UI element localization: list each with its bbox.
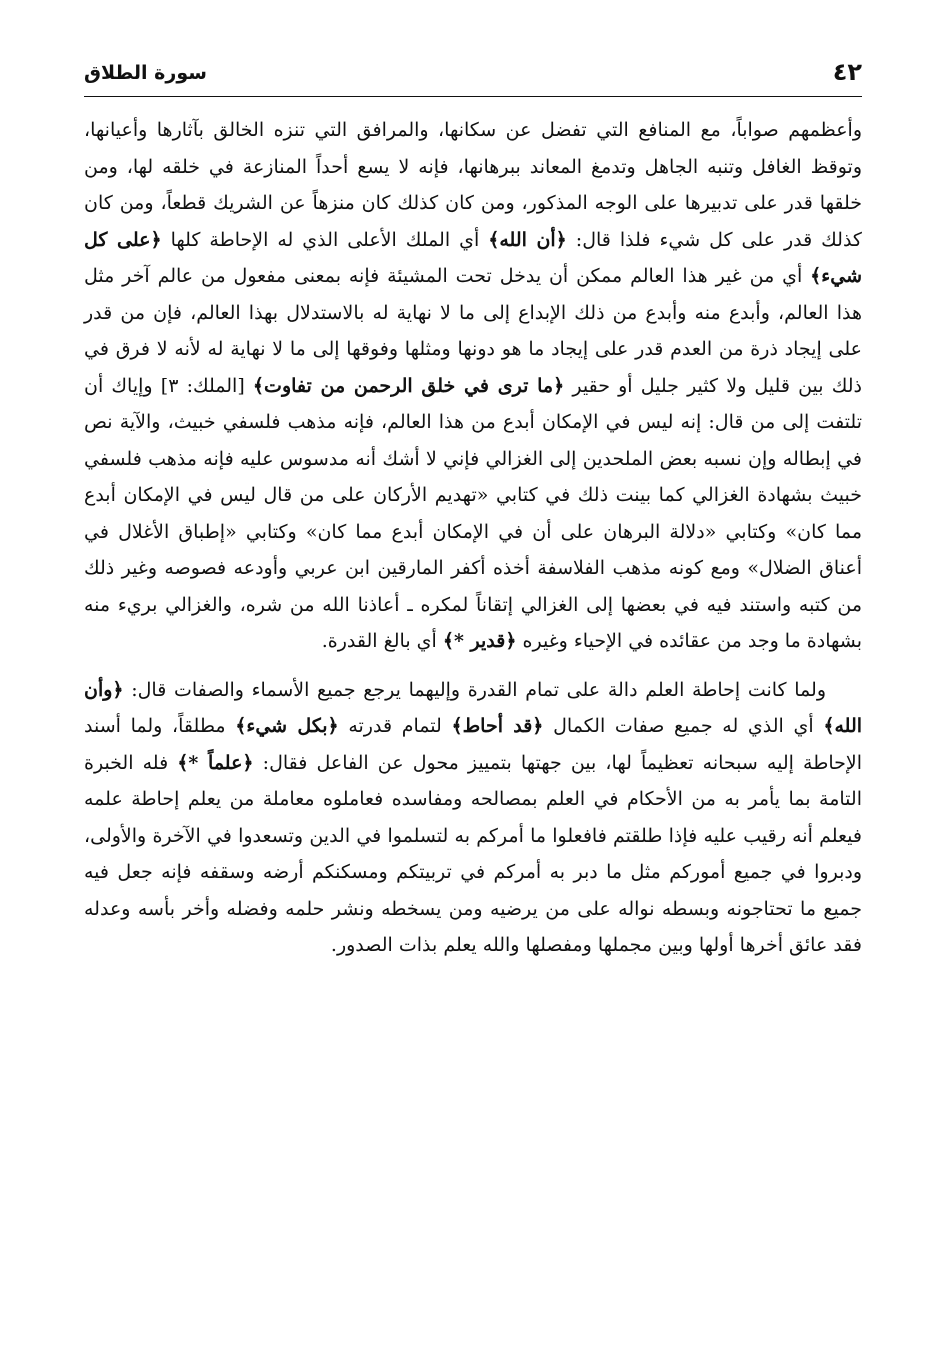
text-run: أي الذي له جميع صفات الكمال bbox=[543, 715, 824, 737]
running-header bbox=[84, 56, 862, 96]
text-run: فله الخبرة التامة بما يأمر به من الأحكام في العلم بمصالحه ومفاسده فعاملوه معاملة من يعلم إحاطة علمه فيعلم أنه رقيب عليه فإذا طلقتم فافعلوا ما أمركم به لتسلموا في الدين وتسعدوا في الآخرة والأولى، ودبروا في جميع أموركم مثل ما دبر به أمركم في تربيتكم ومسكنكم أرضه وسقفه فإنه جعل فيه جميع ما تحتاجونه وبسطه نواله على من يرضيه ومن يسخطه ونشر حلمه وفضله وأخر بأسه وعدله فقد عائق أخرها أولها وبين مجملها ومفصلها والله يعلم بذات الصدور. bbox=[84, 751, 862, 956]
quran-quote: ﴿بكل شيء﴾ bbox=[235, 715, 339, 737]
text-run: أي من غير هذا العالم ممكن أن يدخل تحت المشيئة فإنه بمعنى مفعول من عالم آخر مثل هذا العالم، وأبدع منه وأبدع من ذلك الإبداع إلى ما لا نهاية له بالاستدلال بهذا العالم، فإن من قدر على إيجاد ذرة من العدم قدر على إيجاد ما هو دونها ومثلها وفوقها إلى ما لا نهاية له لأنه لا فرق في ذلك بين قليل ولا كثير جليل أو حقير bbox=[84, 265, 862, 397]
text-run: ولما كانت إحاطة العلم دالة على تمام القدرة وإليهما يرجع جميع الأسماء والصفات قال: bbox=[123, 678, 826, 701]
quran-quote: ﴿على كل شيء﴾ bbox=[84, 228, 862, 287]
text-run: أي الملك الأعلى الذي له الإحاطة كلها bbox=[161, 228, 489, 251]
text-run: وأعظمهم صواباً، مع المنافع التي تفضل عن سكانها، والمرافق التي تنزه الخالق بآثارها وأعيانها، وتوقظ الغافل وتنبه الجاهل وتدمغ المعاند ببرهانها، فإنه لا يسع أحداً المنازعة في خلقه لها، ومن خلقها قدر على تدبيرها على الوجه المذكور، ومن كان كذلك كان منزهاً عن الشريك قطعاً، ومن كان كذلك قدر على كل شيء فلذا قال: bbox=[84, 119, 862, 251]
page-number: ٤٢ bbox=[832, 58, 862, 86]
quran-quote: ﴿ما ترى في خلق الرحمن من تفاوت﴾ bbox=[252, 374, 565, 397]
text-run: أي بالغ القدرة. bbox=[321, 630, 443, 652]
quran-quote: ﴿قد أحاط﴾ bbox=[451, 715, 544, 737]
paragraph bbox=[84, 672, 862, 964]
body-text bbox=[84, 112, 862, 964]
paragraph bbox=[84, 112, 862, 660]
surah-title: سورة الطلاق bbox=[84, 62, 207, 84]
quran-quote: ﴿علماً *﴾ bbox=[177, 751, 254, 774]
quran-quote: ﴿أن الله﴾ bbox=[488, 228, 567, 251]
header-divider bbox=[84, 96, 862, 97]
text-run: مطلقاً، ولما أسند الإحاطة إليه سبحانه تعظيماً لها، بين جهتها بتمييز محول عن الفاعل فقال: bbox=[84, 715, 862, 774]
text-run: لتمام قدرته bbox=[338, 715, 452, 737]
text-run: [الملك: ٣] وإياك أن تلتفت إلى من قال: إنه ليس في الإمكان أبدع من هذا العالم، فإنه مذهب فلسفي خبيث، والآية نص في إبطاله وإن نسبه بعض الملحدين إلى الغزالي فإني لا أشك أنه مدسوس عليه فإنه مذهب فلسفي خبيث بشهادة الغزالي كما بينت ذلك في كتابي «تهديم الأركان على من قال ليس في الإمكان أبدع مما كان» وكتابي «دلالة البرهان على أن في الإمكان أبدع مما كان» وكتابي «إطباق الأغلال في أعناق الضلال» ومع كونه مذهب الفلاسفة أخذه أكفر المارقين ابن عربي وأودعه فصوصه وغير ذلك من كتبه واستند فيه في بعضها إلى الغزالي إتقاناً لمكره ـ أعاذنا الله من شره، والغزالي بريء منه بشهادة ما وجد من عقائده في الإحياء وغيره bbox=[84, 374, 862, 652]
quran-quote: ﴿قدير *﴾ bbox=[442, 630, 517, 652]
quran-quote: ﴿وأن الله﴾ bbox=[84, 678, 863, 737]
